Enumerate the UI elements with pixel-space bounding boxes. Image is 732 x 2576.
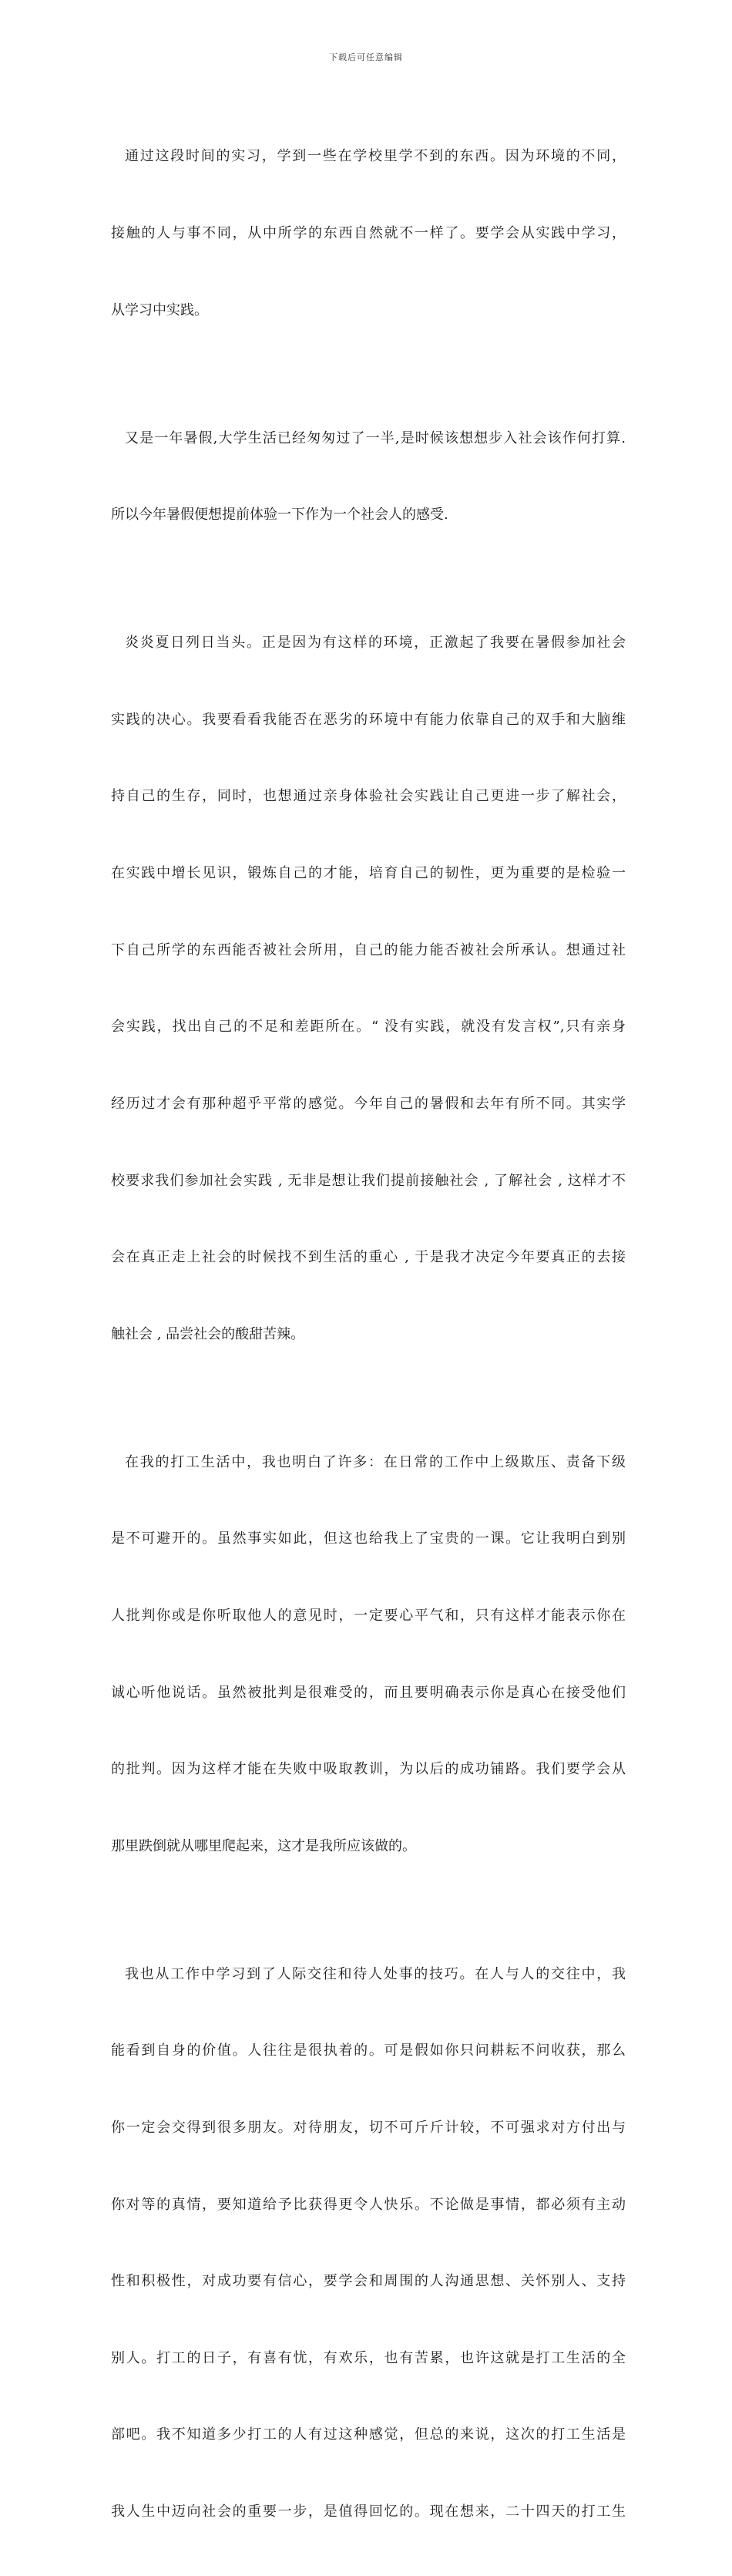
text-line: 会实践，找出自己的不足和差距所在。“ 没有实践，就没有发言权”,只有亲身: [111, 1019, 626, 1035]
text-line: 你一定会交得到很多朋友。对待朋友，切不可斤斤计较，不可强求对方付出与: [111, 2120, 626, 2137]
text-line: 在我的打工生活中，我也明白了许多：在日常的工作中上级欺压、责备下级: [125, 1453, 626, 1470]
text-line: 人批判你或是你听取他人的意见时，一定要心平气和，只有这样才能表示你在: [111, 1607, 626, 1624]
text-line: 从学习中实践。: [111, 301, 208, 318]
text-line: 持自己的生存，同时，也想通过亲身体验社会实践让自己更进一步了解社会，: [111, 788, 626, 805]
text-line: 的批判。因为这样才能在失败中吸取教训，为以后的成功铺路。我们要学会从: [111, 1761, 626, 1778]
text-line: 实践的决心。我要看看我能否在恶劣的环境中有能力依靠自己的双手和大脑维: [111, 711, 626, 728]
text-line: 别人。打工的日子，有喜有忧，有欢乐，也有苦累，也许这就是打工生活的全: [111, 2349, 626, 2366]
text-line: 触社会 , 品尝社会的酸甜苦辣。: [111, 1325, 305, 1342]
text-line: 我人生中迈向社会的重要一步，是值得回忆的。现在想来，二十四天的打工生: [111, 2504, 626, 2520]
text-line: 部吧。我不知道多少打工的人有过这种感觉，但总的来说，这次的打工生活是: [111, 2426, 626, 2443]
text-line: 下自己所学的东西能否被社会所用，自己的能力能否被社会所承认。想通过社: [111, 941, 626, 958]
text-line: 那里跌倒就从哪里爬起来，这才是我所应该做的。: [111, 1837, 416, 1854]
text-line: 你对等的真情，要知道给予比获得更令人快乐。不论做是事情，都必须有主动: [111, 2196, 626, 2213]
text-line: 诚心听他说话。虽然被批判是很难受的，而且要明确表示你是真心在接受他们: [111, 1684, 626, 1701]
text-line: 是不可避开的。虽然事实如此，但这也给我上了宝贵的一课。它让我明白到别: [111, 1530, 626, 1547]
text-line: 校要求我们参加社会实践 , 无非是想让我们提前接触社会 , 了解社会 , 这样才不: [111, 1172, 626, 1189]
text-line: 接触的人与事不同，从中所学的东西自然就不一样了。要学会从实践中学习，: [111, 225, 626, 242]
text-line: 在实践中增长见识，锻炼自己的才能，培育自己的韧性，更为重要的是检验一: [111, 865, 626, 882]
paragraph-5: [111, 1910, 626, 2575]
text-line: 能看到自身的价值。人往往是很执着的。可是假如你只问耕耘不问收获，那么: [111, 2042, 626, 2059]
text-line: 性和积极性，对成功要有信心，要学会和周围的人沟通思想、关怀别人、支持: [111, 2273, 626, 2290]
text-line: 通过这段时间的实习，学到一些在学校里学不到的东西。因为环境的不同，: [125, 148, 626, 165]
paragraph-2: [111, 374, 626, 579]
text-line: 我也从工作中学习到了人际交往和待人处事的技巧。在人与人的交往中，我: [125, 1965, 626, 1982]
page-header: 下载后可任意编辑: [329, 52, 403, 62]
text-line: 炎炎夏日列日当头。正是因为有这样的环境，正激起了我要在暑假参加社会: [125, 635, 626, 652]
text-line: 经历过才会有那种超乎平常的感觉。今年自己的暑假和去年有所不同。其实学: [111, 1095, 626, 1112]
paragraph-4: [111, 1398, 626, 1910]
document-body: [111, 93, 626, 2576]
text-line: 又是一年暑假,大学生活已经匆匆过了一半,是时候该想想步入社会该作何打算.: [125, 429, 626, 446]
paragraph-1: [111, 93, 626, 374]
paragraph-3: [111, 579, 626, 1399]
text-line: 所以今年暑假便想提前体验一下作为一个社会人的感受.: [111, 507, 448, 524]
text-line: 会在真正走上社会的时候找不到生活的重心 , 于是我才决定今年要真正的去接: [111, 1249, 626, 1266]
